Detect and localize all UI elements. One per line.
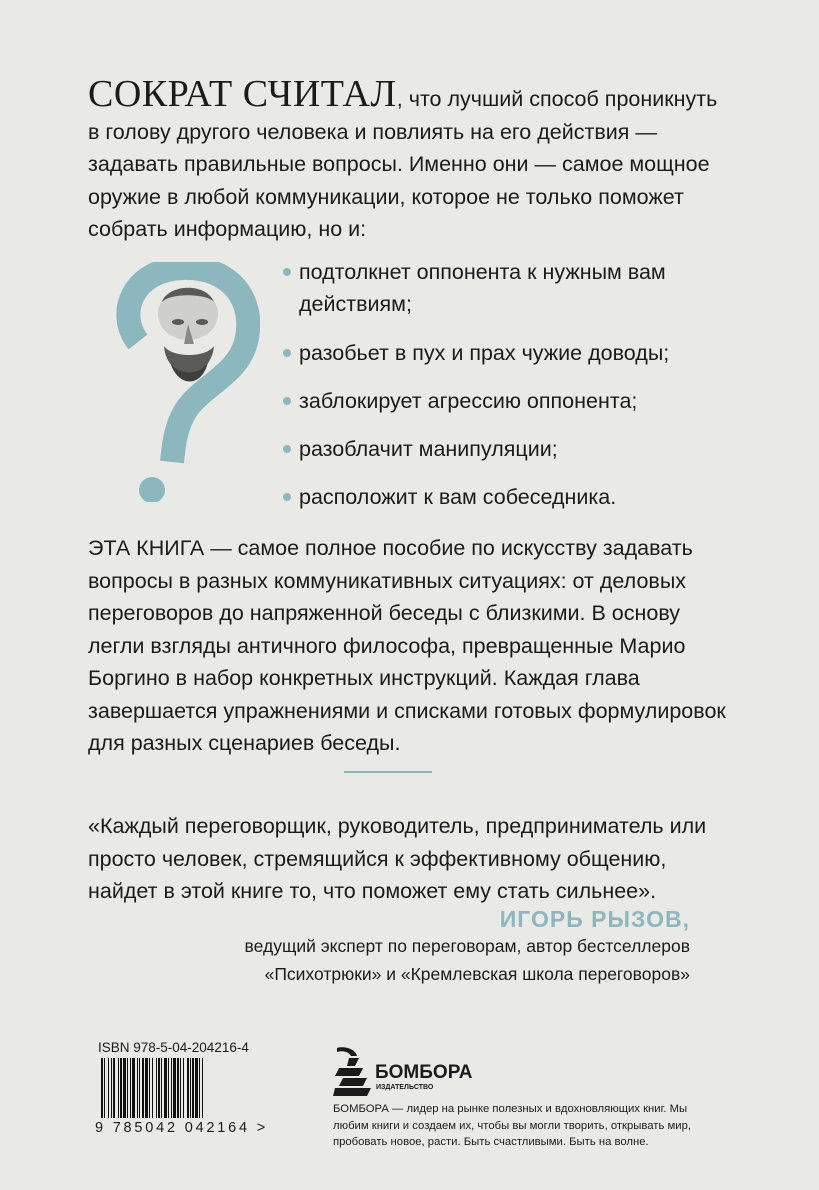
quote-author-role xyxy=(0,932,690,988)
publisher-logo xyxy=(333,1044,473,1100)
isbn-number: ISBN 978-5-04-204216-4 xyxy=(98,1040,249,1055)
question-mark-socrates-illustration xyxy=(110,262,260,502)
barcode-bar xyxy=(190,1058,191,1118)
barcode-bar xyxy=(118,1058,119,1118)
barcode-bar xyxy=(202,1058,203,1118)
bombora-logo-icon xyxy=(333,1047,371,1096)
publisher-name: БОМБОРА xyxy=(375,1062,473,1083)
barcode-bar xyxy=(161,1058,162,1118)
intro-paragraph xyxy=(88,73,728,246)
barcode-bar xyxy=(199,1058,200,1118)
bullet-item: заблокирует агрессию оппонента; xyxy=(283,385,723,417)
barcode-bar xyxy=(127,1058,128,1118)
bullet-item: расположит к вам собеседника. xyxy=(283,481,723,513)
barcode-bar xyxy=(108,1058,109,1118)
barcode-bar xyxy=(145,1058,148,1118)
barcode-bar xyxy=(101,1058,103,1118)
barcode-bar xyxy=(187,1058,189,1118)
barcode-bar xyxy=(173,1058,176,1118)
bullet-item: разоблачит манипуляции; xyxy=(283,433,723,465)
barcode-bar xyxy=(137,1058,138,1118)
bullet-list xyxy=(283,256,723,513)
barcode-bar xyxy=(156,1058,157,1118)
barcode-bars xyxy=(95,1058,271,1118)
barcode-bar xyxy=(195,1058,198,1118)
publisher-sub: ИЗДАТЕЛЬСТВО xyxy=(376,1084,434,1091)
barcode-bar xyxy=(158,1058,160,1118)
barcode-bar xyxy=(180,1058,181,1118)
barcode-bar xyxy=(177,1058,179,1118)
intro-text: , что лучший способ проникнуть в голову другого человека и повлиять на его действия — задавать правильные вопросы. Именно они — самое мощное оружие в любой коммуникации, которое не только поможет собрать информацию, но и: xyxy=(88,87,718,241)
barcode-bar xyxy=(171,1058,172,1118)
barcode-bar xyxy=(111,1058,112,1118)
barcode-bar xyxy=(168,1058,169,1118)
divider xyxy=(344,771,432,773)
bullet-item: подтолкнет оппонента к нужным вам действиям; xyxy=(283,256,723,320)
quote-text: «Каждый переговорщик, руководитель, предприниматель или просто человек, стремящийся к эффективному общению, найдет в этой книге то, что поможет ему стать сильнее». xyxy=(88,814,707,903)
barcode-bar xyxy=(130,1058,131,1118)
author-role-line: «Психотрюки» и «Кремлевская школа переговоров» xyxy=(264,964,690,984)
barcode-bar xyxy=(120,1058,122,1118)
barcode-bar xyxy=(142,1058,144,1118)
barcode-bar xyxy=(164,1058,167,1118)
barcode-bar xyxy=(123,1058,126,1118)
book-description: ЭТА КНИГА — самое полное пособие по искусству задавать вопросы в разных коммуникативных ситуациях: от деловых переговоров до напряженной беседы с близкими. В основу легли взгляды античного философа, превращенные Марио Боргино в набор конкретных инструкций. Каждая глава завершается упражнениями и списками готовых формулировок для разных сценариев беседы. xyxy=(88,536,726,755)
isbn-barcode xyxy=(95,1040,275,1140)
intro-lead: СОКРАТ СЧИТАЛ xyxy=(88,73,397,115)
barcode-bar xyxy=(139,1058,140,1118)
quote-author: ИГОРЬ РЫЗОВ, xyxy=(499,906,690,932)
barcode-bar xyxy=(132,1058,135,1118)
barcode-bar xyxy=(183,1058,184,1118)
barcode-bar xyxy=(113,1058,115,1118)
barcode-bar xyxy=(192,1058,194,1118)
barcode-bar xyxy=(104,1058,105,1118)
bullet-item: разобьет в пух и прах чужие доводы; xyxy=(283,337,723,369)
publisher-description: БОМБОРА — лидер на рынке полезных и вдохновляющих книг. Мы любим книги и создаем их, чтобы вы могли творить, открывать мир, пробовать новое, расти. Быть счастливыми. Быть на волне. xyxy=(333,1103,692,1148)
barcode-bar xyxy=(149,1058,150,1118)
barcode-bar xyxy=(152,1058,153,1118)
barcode-digits: 9 785042 042164 > xyxy=(95,1120,268,1136)
author-role-line: ведущий эксперт по переговорам, автор бестселлеров xyxy=(244,936,690,956)
